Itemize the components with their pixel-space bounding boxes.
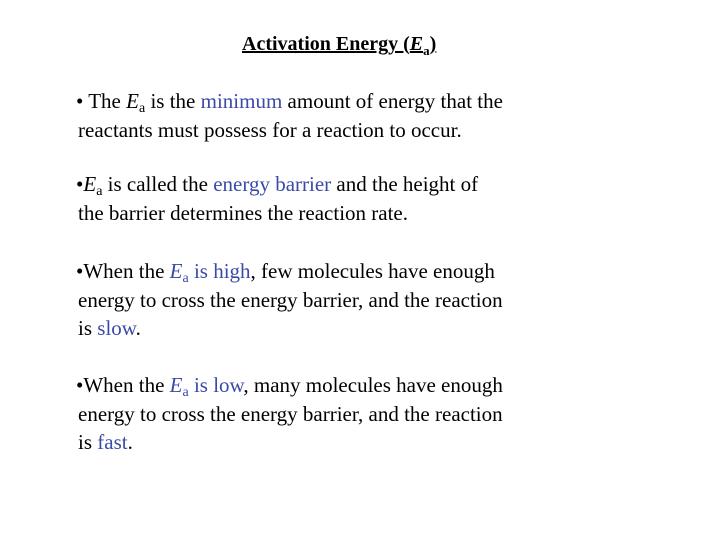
bullet-text: When the bbox=[83, 373, 170, 397]
bullet-text: is the bbox=[145, 89, 201, 113]
bullet-text: When the bbox=[83, 259, 170, 283]
bullet-line bbox=[76, 87, 696, 116]
energy-subscript: a bbox=[96, 184, 103, 199]
bullet-text: is bbox=[78, 316, 98, 340]
bullet-line: energy to cross the energy barrier, and the reaction bbox=[78, 401, 503, 426]
bullet-text: , many molecules have enough bbox=[243, 373, 503, 397]
bullet-line bbox=[76, 170, 696, 199]
bullet-marker: • bbox=[76, 172, 84, 196]
title-text: Activation Energy ( bbox=[242, 33, 410, 55]
energy-symbol: E bbox=[169, 259, 183, 283]
highlight-term: is low bbox=[188, 373, 244, 397]
title-subscript: a bbox=[423, 43, 430, 58]
bullet-line: energy to cross the energy barrier, and the reaction bbox=[78, 287, 503, 312]
bullet-point bbox=[76, 257, 696, 343]
bullet-text: is bbox=[78, 430, 98, 454]
bullet-line: the barrier determines the reaction rate. bbox=[78, 200, 408, 225]
energy-subscript: a bbox=[138, 101, 146, 116]
bullet-line: reactants must possess for a reaction to occur. bbox=[78, 117, 462, 142]
energy-subscript: a bbox=[182, 385, 189, 400]
bullet-text: and the height of bbox=[331, 172, 479, 196]
bullet-line bbox=[76, 314, 696, 343]
bullet-marker: • bbox=[76, 89, 84, 113]
bullet-text: , few molecules have enough bbox=[250, 259, 495, 283]
highlight-term: energy barrier bbox=[213, 172, 332, 196]
bullet-text: The bbox=[88, 89, 127, 113]
bullet-point bbox=[76, 170, 696, 227]
bullet-line bbox=[76, 428, 696, 457]
highlight-term: slow bbox=[97, 316, 136, 340]
bullet-text: is called the bbox=[102, 172, 214, 196]
bullet-line bbox=[76, 257, 696, 286]
highlight-term: is high bbox=[188, 259, 251, 283]
energy-symbol: E bbox=[126, 89, 139, 113]
bullet-text: . bbox=[135, 316, 141, 340]
bullet-text: . bbox=[127, 430, 133, 454]
bullet-marker: • bbox=[76, 259, 84, 283]
highlight-term: fast bbox=[97, 430, 128, 454]
title-energy-symbol: E bbox=[409, 33, 424, 55]
bullet-line bbox=[76, 371, 696, 400]
bullet-point bbox=[76, 87, 696, 144]
page-title bbox=[242, 30, 436, 65]
energy-subscript: a bbox=[182, 271, 189, 286]
bullet-marker: • bbox=[76, 373, 84, 397]
highlight-term: minimum bbox=[200, 89, 283, 113]
energy-symbol: E bbox=[83, 172, 97, 196]
bullet-text: amount of energy that the bbox=[282, 89, 503, 113]
energy-symbol: E bbox=[169, 373, 183, 397]
title-close-paren: ) bbox=[429, 33, 437, 55]
bullet-point bbox=[76, 371, 696, 457]
